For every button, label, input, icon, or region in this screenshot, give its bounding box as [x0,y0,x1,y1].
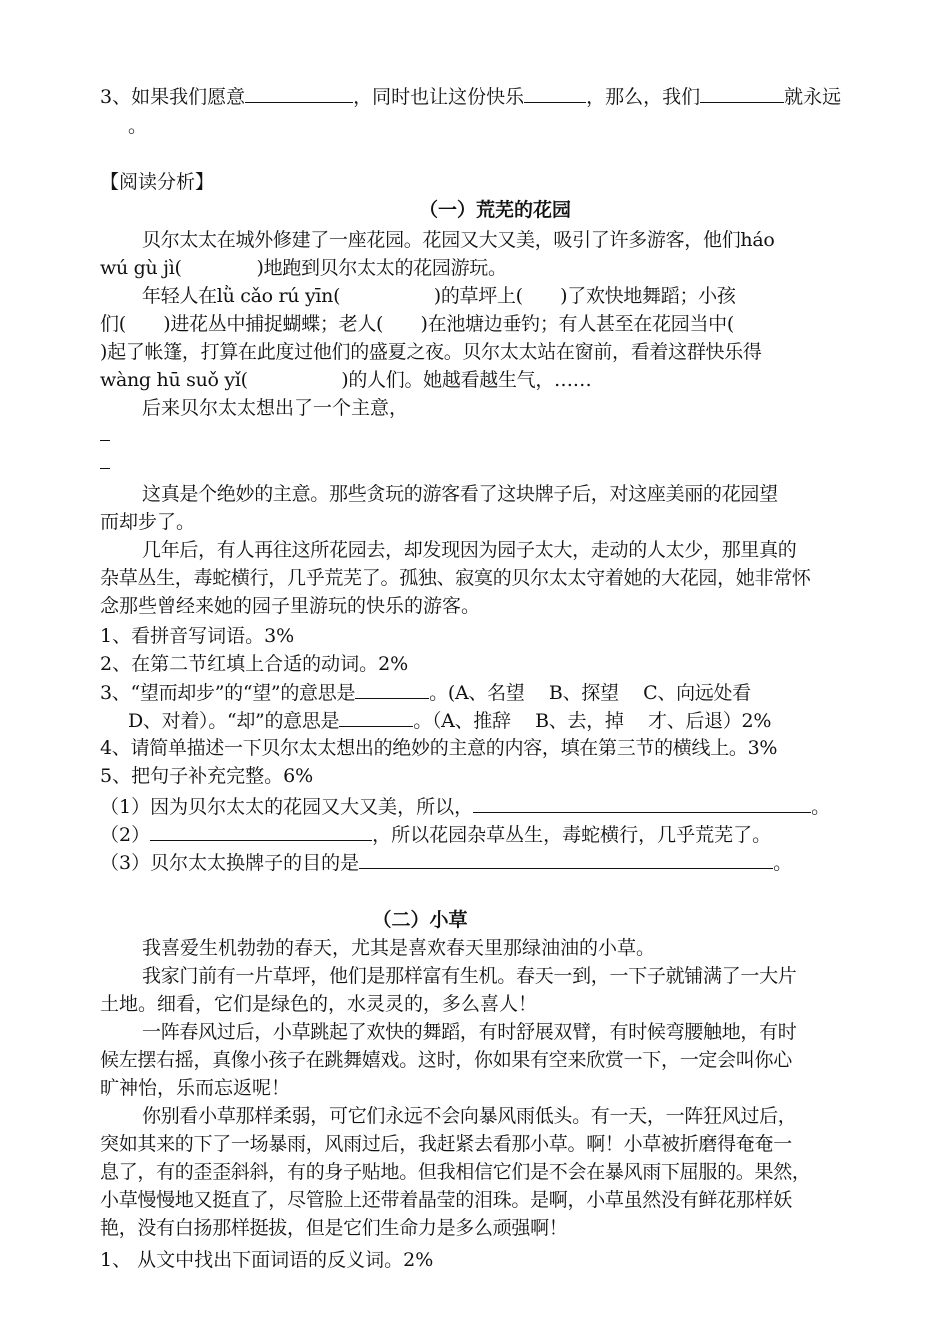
q3-text-d: 。（A、推辞 B、去，掉 才、后退）2% [413,710,772,732]
passage2-p4-line2: 突如其来的下了一场暴雨，风雨过后，我赶紧去看那小草。啊！小草被折磨得奄奄一 [100,1133,792,1155]
fill-question-3 [100,82,890,110]
passage1-p5-line2: 杂草丛生，毒蛇横行，几乎荒芜了。孤独、寂寞的贝尔太太守着她的大花园，她非常怀 [100,567,811,589]
q3-text-4: 就永远 [784,86,842,108]
q5-1-end: 。 [811,796,831,818]
answer-blank[interactable] [359,848,773,869]
passage1-p4-line1: 这真是个绝妙的主意。那些贪玩的游客看了这块牌子后，对这座美丽的花园望 [142,483,778,505]
passage1-p2-line3: )起了帐篷，打算在此度过他们的盛夏之夜。贝尔太太站在窗前，看着这群快乐得 [100,341,762,363]
passage2-p3-line1: 一阵春风过后，小草跳起了欢快的舞蹈，有时舒展双臂，有时候弯腰触地，有时 [142,1021,797,1043]
q3-text-c: D、对着）。“却”的意思是 [128,710,340,732]
passage1-p5-line3: 念那些曾经来她的园子里游玩的快乐的游客。 [100,595,481,617]
passage2-p2-line2: 土地。细看，它们是绿色的，水灵灵的，多么喜人！ [100,993,538,1015]
passage1-p2-line2: 们( )进花丛中捕捉蝴蝶；老人( )在池塘边垂钓；有人甚至在花园当中( [100,313,734,335]
answer-blank[interactable] [245,82,353,103]
passage1-p3: 后来贝尔太太想出了一个主意， [142,397,409,419]
answer-line-mark[interactable] [100,468,110,469]
q3-period: 。 [128,115,148,137]
q5-3-end: 。 [773,852,793,874]
q3-text-3: ，那么，我们 [586,86,701,108]
q3-text-a: 3、“望而却步”的“望”的意思是 [100,682,356,704]
p1-question-5-1 [100,792,890,820]
q5-2-end: ，所以花园杂草丛生，毒蛇横行，几乎荒芜了。 [372,824,772,846]
passage2-p2-line1: 我家门前有一片草坪，他们是那样富有生机。春天一到，一下子就铺满了一大片 [142,965,797,987]
p2-question-1: 1、 从文中找出下面词语的反义词。2% [100,1249,434,1271]
passage1-p2-line1: 年轻人在lǜ cǎo rú yīn( )的草坪上( )了欢快地舞蹈；小孩 [142,285,736,307]
p1-question-5: 5、把句子补充完整。6% [100,765,314,787]
answer-line-mark[interactable] [100,440,110,441]
passage2-p4-line1: 你别看小草那样柔弱，可它们永远不会向暴风雨低头。有一天，一阵狂风过后， [142,1105,797,1127]
p1-question-4: 4、请简单描述一下贝尔太太想出的绝妙的主意的内容，填在第三节的横线上。3% [100,737,778,759]
q5-2-text: （2） [100,824,151,846]
p1-question-1: 1、看拼音写词语。3% [100,625,295,647]
answer-blank[interactable] [339,706,413,727]
p1-question-3 [100,678,890,706]
passage1-p1-line2: wú gù jì( )地跑到贝尔太太的花园游玩。 [100,257,507,279]
q5-1-text: （1）因为贝尔太太的花园又大又美，所以， [100,796,474,818]
passage1-title: （一）荒芜的花园 [418,199,571,221]
passage2-p4-line4: 小草慢慢地又挺直了，尽管脸上还带着晶莹的泪珠。是啊，小草虽然没有鲜花那样妖 [100,1189,792,1211]
answer-blank[interactable] [524,82,586,103]
passage1-p4-line2: 而却步了。 [100,511,196,533]
passage2-title: （二）小草 [372,909,468,931]
passage2-p4-line3: 息了，有的歪歪斜斜，有的身子贴地。但我相信它们是不会在暴风雨下屈服的。果然， [100,1161,811,1183]
passage1-p1-line1: 贝尔太太在城外修建了一座花园。花园又大又美，吸引了许多游客，他们háo [142,229,775,251]
q3-text-b: 。(A、名望 B、探望 C、向远处看 [429,682,751,704]
p1-question-2: 2、在第二节红填上合适的动词。2% [100,653,409,675]
passage1-p2-line4: wàng hū suǒ yǐ( )的人们。她越看越生气，…… [100,369,592,391]
q3-text-1: 3、如果我们愿意 [100,86,246,108]
passage2-p4-line5: 艳，没有白扬那样挺拔，但是它们生命力是多么顽强啊！ [100,1217,568,1239]
reading-section-label: 【阅读分析】 [100,171,215,193]
p1-question-5-2 [100,820,890,848]
q3-text-2: ，同时也让这份快乐 [353,86,525,108]
p1-question-3-cont [128,706,890,734]
p1-question-5-3 [100,848,890,876]
passage2-p3-line3: 旷神怡，乐而忘返呢！ [100,1077,291,1099]
answer-blank[interactable] [150,820,372,841]
q5-3-text: （3）贝尔太太换牌子的目的是 [100,852,360,874]
passage2-p1: 我喜爱生机勃勃的春天，尤其是喜欢春天里那绿油油的小草。 [142,937,656,959]
answer-blank[interactable] [473,792,811,813]
answer-blank[interactable] [700,82,784,103]
passage1-p5-line1: 几年后，有人再往这所花园去，却发现因为园子太大，走动的人太少，那里真的 [142,539,797,561]
answer-blank[interactable] [355,678,429,699]
passage2-p3-line2: 候左摆右摇，真像小孩子在跳舞嬉戏。这时，你如果有空来欣赏一下，一定会叫你心 [100,1049,792,1071]
